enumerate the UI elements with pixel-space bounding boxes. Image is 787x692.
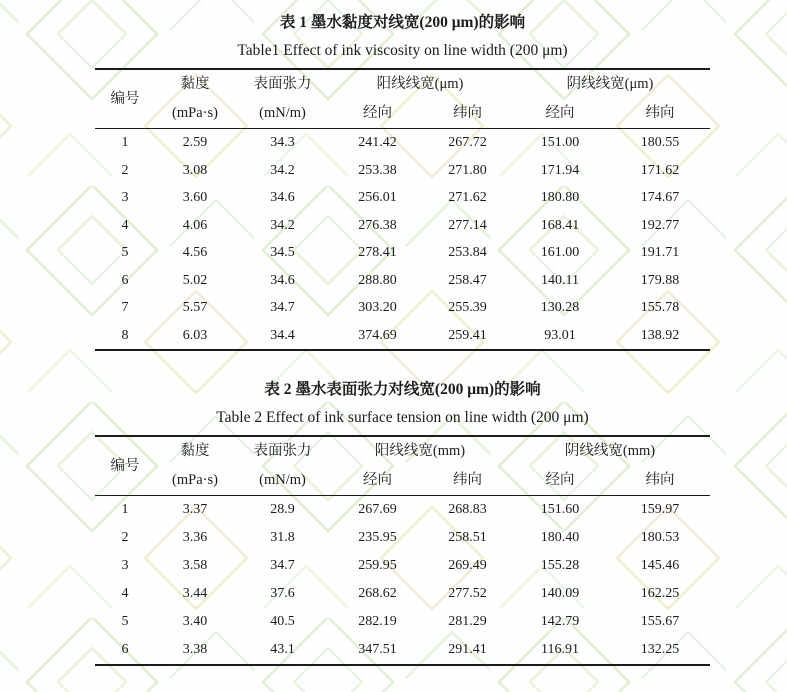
table-cell: 171.62 bbox=[640, 162, 680, 178]
table-cell: 288.80 bbox=[358, 272, 397, 288]
table2-body bbox=[95, 496, 710, 666]
table-cell: 291.41 bbox=[448, 642, 487, 657]
header-viscosity bbox=[155, 436, 235, 496]
table-cell: 34.2 bbox=[270, 217, 295, 233]
header-viscosity-name: 黏度 bbox=[180, 443, 210, 459]
table-cell: 31.8 bbox=[270, 530, 295, 545]
table-cell: 140.11 bbox=[541, 272, 579, 288]
table-cell: 235.95 bbox=[358, 530, 397, 545]
table-cell: 34.5 bbox=[270, 245, 295, 260]
table-row bbox=[95, 294, 710, 322]
table-cell: 130.28 bbox=[540, 300, 580, 315]
table-cell: 40.5 bbox=[270, 614, 295, 629]
table-cell: 282.19 bbox=[358, 614, 397, 629]
table-cell: 5 bbox=[121, 245, 129, 260]
table-cell: 34.6 bbox=[270, 272, 295, 288]
header-negative-warp: 经向 bbox=[545, 105, 575, 121]
table2-title-en: Table 2 Effect of ink surface tension on line width (200 μm) bbox=[216, 409, 589, 426]
table-cell: 278.41 bbox=[358, 245, 397, 260]
table-cell: 6 bbox=[121, 272, 129, 288]
table-cell: 151.00 bbox=[540, 135, 580, 150]
header-positive-weft: 纬向 bbox=[453, 472, 482, 488]
table2-header bbox=[95, 436, 710, 496]
table1-title-cn: 表 1 墨水黏度对线宽(200 μm)的影响 bbox=[279, 14, 526, 31]
table-cell: 179.88 bbox=[640, 272, 680, 288]
table-cell: 138.92 bbox=[640, 327, 680, 343]
table1 bbox=[95, 68, 710, 351]
table-cell: 192.77 bbox=[640, 217, 680, 233]
table-cell: 180.80 bbox=[540, 190, 580, 205]
table-cell: 168.41 bbox=[540, 217, 580, 233]
table-cell: 256.01 bbox=[358, 190, 397, 205]
table-cell: 151.60 bbox=[540, 502, 580, 517]
header-negative-weft: 纬向 bbox=[645, 105, 675, 121]
table-cell: 7 bbox=[121, 300, 129, 315]
table-cell: 3.58 bbox=[182, 558, 208, 573]
table-cell: 180.53 bbox=[640, 530, 680, 545]
table-cell: 3 bbox=[121, 190, 129, 205]
table-cell: 34.7 bbox=[270, 300, 295, 315]
table-row bbox=[95, 322, 710, 351]
table-cell: 180.40 bbox=[540, 530, 580, 545]
table-cell: 253.38 bbox=[358, 162, 397, 178]
header-negative-weft: 纬向 bbox=[645, 472, 675, 488]
table-cell: 155.67 bbox=[640, 614, 680, 629]
table-cell: 3.40 bbox=[182, 614, 208, 629]
table-cell: 303.20 bbox=[358, 300, 397, 315]
table2-title-cn: 表 2 墨水表面张力对线宽(200 μm)的影响 bbox=[264, 381, 541, 398]
table-cell: 5 bbox=[121, 614, 129, 629]
header-positive-group: 阳线线宽(μm) bbox=[376, 76, 464, 92]
table-cell: 281.29 bbox=[448, 614, 487, 629]
table-cell: 1 bbox=[121, 135, 129, 150]
table-row bbox=[95, 608, 710, 636]
table-cell: 3 bbox=[121, 558, 129, 573]
table-cell: 4 bbox=[121, 586, 129, 601]
table-cell: 43.1 bbox=[270, 642, 295, 657]
header-viscosity-unit: (mPa·s) bbox=[172, 472, 218, 488]
table-cell: 4.06 bbox=[182, 217, 208, 233]
table-cell: 155.78 bbox=[640, 300, 680, 315]
table-cell: 3.37 bbox=[182, 502, 208, 517]
header-negative-group: 阴线线宽(mm) bbox=[564, 443, 656, 459]
table-cell: 259.41 bbox=[448, 327, 487, 343]
table-cell: 241.42 bbox=[358, 135, 397, 150]
table-cell: 174.67 bbox=[640, 190, 680, 205]
table-cell: 347.51 bbox=[358, 642, 397, 657]
table-cell: 34.7 bbox=[270, 558, 295, 573]
table-cell: 140.09 bbox=[540, 586, 580, 601]
table-cell: 3.60 bbox=[182, 190, 208, 205]
table-cell: 191.71 bbox=[640, 245, 680, 260]
table-cell: 6.03 bbox=[182, 327, 208, 343]
header-id: 编号 bbox=[110, 90, 140, 107]
table-cell: 267.69 bbox=[358, 502, 397, 517]
table-cell: 34.3 bbox=[270, 135, 295, 150]
table-row bbox=[95, 157, 710, 185]
table-cell: 2 bbox=[121, 162, 129, 178]
table-cell: 268.62 bbox=[358, 586, 397, 601]
table-cell: 145.46 bbox=[640, 558, 680, 573]
table-cell: 180.55 bbox=[640, 135, 680, 150]
table-row bbox=[95, 636, 710, 665]
table-cell: 162.25 bbox=[640, 586, 680, 601]
header-negative-warp: 经向 bbox=[545, 472, 575, 488]
table-cell: 268.83 bbox=[448, 502, 487, 517]
table-row bbox=[95, 129, 710, 157]
header-negative-group: 阴线线宽(μm) bbox=[566, 76, 654, 92]
table-cell: 132.25 bbox=[640, 642, 680, 657]
header-tension-unit: (mN/m) bbox=[259, 105, 306, 121]
header-tension-name: 表面张力 bbox=[253, 443, 312, 459]
table-cell: 155.28 bbox=[540, 558, 580, 573]
header-positive-group: 阳线线宽(mm) bbox=[374, 443, 466, 459]
table-cell: 34.4 bbox=[270, 327, 295, 343]
table1-title-en: Table1 Effect of ink viscosity on line width (200 μm) bbox=[237, 42, 568, 59]
table-cell: 3.36 bbox=[182, 530, 208, 545]
table-cell: 258.51 bbox=[448, 530, 487, 545]
table-cell: 253.84 bbox=[448, 245, 487, 260]
table-cell: 258.47 bbox=[448, 272, 487, 288]
table-row bbox=[95, 524, 710, 552]
table-cell: 3.38 bbox=[182, 642, 208, 657]
header-tension-name: 表面张力 bbox=[253, 76, 312, 92]
table-row bbox=[95, 239, 710, 267]
table-row bbox=[95, 552, 710, 580]
table-cell: 116.91 bbox=[541, 642, 579, 657]
table-row bbox=[95, 212, 710, 240]
table-cell: 28.9 bbox=[270, 502, 295, 517]
header-id: 编号 bbox=[110, 457, 140, 474]
table-cell: 171.94 bbox=[540, 162, 580, 178]
table-cell: 159.97 bbox=[640, 502, 680, 517]
table-cell: 6 bbox=[121, 642, 129, 657]
table-cell: 276.38 bbox=[358, 217, 397, 233]
table1-section bbox=[95, 12, 710, 351]
header-tension-unit: (mN/m) bbox=[259, 472, 306, 488]
table-cell: 1 bbox=[121, 502, 129, 517]
table-cell: 5.02 bbox=[182, 272, 208, 288]
table-cell: 4 bbox=[121, 217, 129, 233]
table-cell: 8 bbox=[121, 327, 129, 343]
header-viscosity bbox=[155, 69, 235, 129]
table-cell: 2.59 bbox=[182, 135, 208, 150]
table-cell: 374.69 bbox=[358, 327, 397, 343]
table1-header bbox=[95, 69, 710, 129]
table-cell: 271.62 bbox=[448, 190, 487, 205]
table-cell: 259.95 bbox=[358, 558, 397, 573]
table-cell: 37.6 bbox=[270, 586, 295, 601]
table2-section bbox=[95, 379, 710, 666]
table-cell: 142.79 bbox=[540, 614, 580, 629]
header-positive-warp: 经向 bbox=[363, 105, 392, 121]
table2 bbox=[95, 435, 710, 666]
table1-body bbox=[95, 129, 710, 351]
table-row bbox=[95, 184, 710, 212]
table-cell: 2 bbox=[121, 530, 129, 545]
table-cell: 3.08 bbox=[182, 162, 208, 178]
table-row bbox=[95, 267, 710, 295]
table-row bbox=[95, 580, 710, 608]
header-surface-tension bbox=[235, 69, 330, 129]
table-cell: 34.2 bbox=[270, 162, 295, 178]
table-cell: 3.44 bbox=[182, 586, 208, 601]
header-viscosity-name: 黏度 bbox=[180, 76, 210, 92]
header-viscosity-unit: (mPa·s) bbox=[172, 105, 218, 121]
table-cell: 277.14 bbox=[448, 217, 487, 233]
table-cell: 34.6 bbox=[270, 190, 295, 205]
table-cell: 269.49 bbox=[448, 558, 487, 573]
table-cell: 4.56 bbox=[182, 245, 208, 260]
table-row bbox=[95, 496, 710, 525]
header-surface-tension bbox=[235, 436, 330, 496]
header-positive-warp: 经向 bbox=[363, 472, 392, 488]
table-cell: 267.72 bbox=[448, 135, 487, 150]
table-cell: 5.57 bbox=[182, 300, 208, 315]
table-cell: 161.00 bbox=[540, 245, 580, 260]
header-positive-weft: 纬向 bbox=[453, 105, 482, 121]
table-cell: 271.80 bbox=[448, 162, 487, 178]
table-cell: 255.39 bbox=[448, 300, 487, 315]
table-cell: 93.01 bbox=[544, 327, 576, 343]
table-cell: 277.52 bbox=[448, 586, 487, 601]
